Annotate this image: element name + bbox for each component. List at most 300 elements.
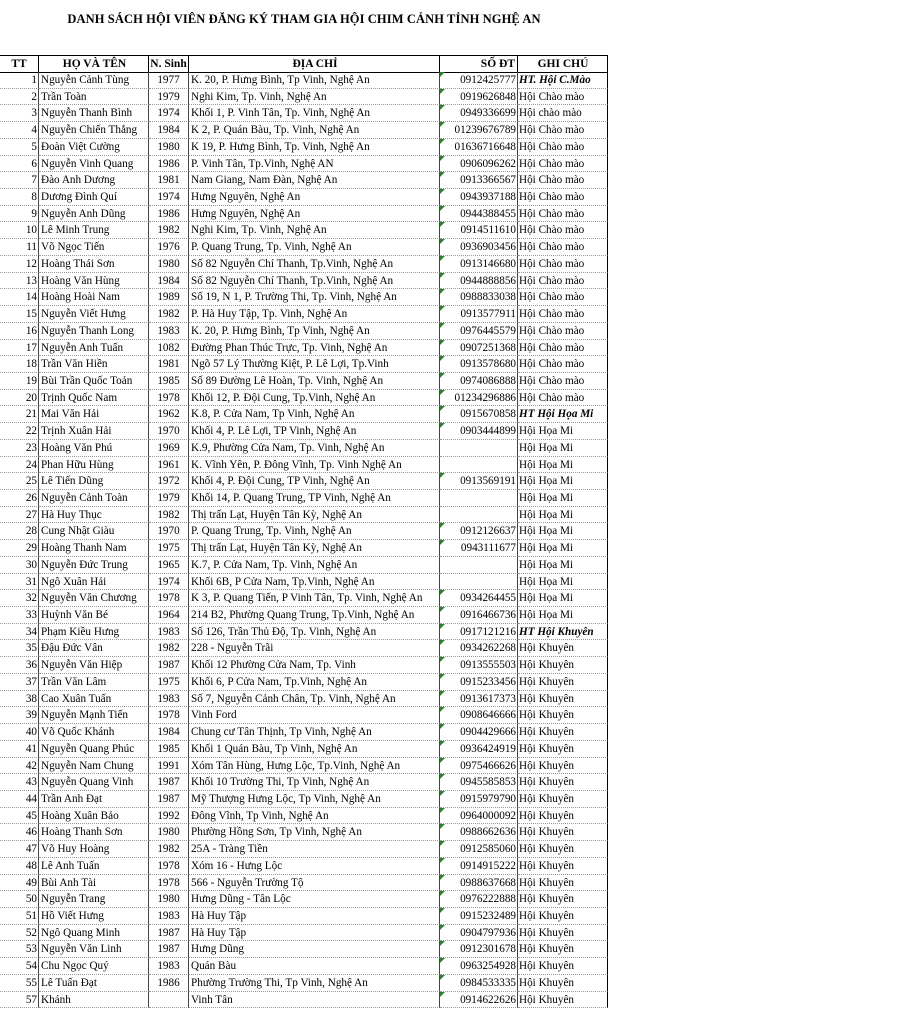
row-tt[interactable]: 51 (0, 908, 39, 925)
row-year[interactable]: 1974 (149, 574, 189, 591)
row-name[interactable]: Nguyễn Quang Vinh (39, 774, 149, 791)
row-address[interactable]: Nghi Kim, Tp. Vinh, Nghệ An (189, 89, 440, 106)
row-address[interactable]: Khối 10 Trường Thi, Tp Vinh, Nghệ An (189, 774, 440, 791)
row-note[interactable]: Hội Chào mào (518, 122, 608, 139)
row-phone[interactable] (440, 908, 518, 925)
row-tt[interactable]: 44 (0, 791, 39, 808)
header-name[interactable]: HỌ VÀ TÊN (39, 56, 149, 72)
row-tt[interactable]: 55 (0, 975, 39, 992)
row-name[interactable]: Bùi Trần Quốc Toản (39, 373, 149, 390)
row-phone[interactable] (440, 691, 518, 708)
row-note[interactable]: Hội Chào mào (518, 373, 608, 390)
row-address[interactable]: Hưng Dũng - Tân Lộc (189, 891, 440, 908)
row-name[interactable]: Nguyễn Chiến Thắng (39, 122, 149, 139)
row-phone[interactable] (440, 674, 518, 691)
row-year[interactable]: 1965 (149, 557, 189, 574)
row-address[interactable]: Vinh Ford (189, 707, 440, 724)
row-phone[interactable] (440, 189, 518, 206)
row-note[interactable]: Hội Chào mào (518, 222, 608, 239)
row-address[interactable]: Đường Phan Thúc Trực, Tp. Vinh, Nghệ An (189, 340, 440, 357)
row-year[interactable]: 1979 (149, 89, 189, 106)
row-address[interactable]: Khối 14, P. Quang Trung, TP Vinh, Nghệ An (189, 490, 440, 507)
row-phone[interactable] (440, 373, 518, 390)
row-name[interactable]: Nguyễn Trang (39, 891, 149, 908)
row-name[interactable]: Lê Minh Trung (39, 222, 149, 239)
row-year[interactable]: 1978 (149, 590, 189, 607)
row-note[interactable]: Hội Họa Mi (518, 423, 608, 440)
row-phone[interactable] (440, 356, 518, 373)
row-name[interactable]: Hoàng Hoài Nam (39, 289, 149, 306)
row-address[interactable]: K.7, P. Cửa Nam, Tp. Vinh, Nghệ An (189, 557, 440, 574)
row-tt[interactable]: 11 (0, 239, 39, 256)
row-year[interactable]: 1978 (149, 875, 189, 892)
row-phone[interactable] (440, 172, 518, 189)
row-year[interactable]: 1969 (149, 440, 189, 457)
row-name[interactable]: Mai Văn Hải (39, 406, 149, 423)
row-note[interactable]: Hội Chào mào (518, 273, 608, 290)
row-address[interactable]: K.8, P. Cửa Nam, Tp Vinh, Nghệ An (189, 406, 440, 423)
row-address[interactable]: Hưng Dũng (189, 941, 440, 958)
row-phone[interactable] (440, 222, 518, 239)
row-note[interactable]: HT Hội Khuyên (518, 624, 608, 641)
row-phone[interactable] (440, 774, 518, 791)
row-tt[interactable]: 18 (0, 356, 39, 373)
row-name[interactable]: Huỳnh Văn Bé (39, 607, 149, 624)
row-phone[interactable] (440, 289, 518, 306)
row-phone[interactable] (440, 758, 518, 775)
row-note[interactable]: Hội Họa Mi (518, 507, 608, 524)
row-phone[interactable] (440, 640, 518, 657)
row-tt[interactable]: 5 (0, 139, 39, 156)
row-year[interactable]: 1985 (149, 741, 189, 758)
row-year[interactable]: 1981 (149, 356, 189, 373)
header-note[interactable]: GHI CHÚ (518, 56, 608, 72)
row-tt[interactable]: 46 (0, 824, 39, 841)
row-phone[interactable] (440, 540, 518, 557)
row-note[interactable]: Hội Khuyên (518, 674, 608, 691)
row-name[interactable]: Lê Anh Tuấn (39, 858, 149, 875)
row-note[interactable]: Hội Chào mào (518, 289, 608, 306)
row-phone[interactable] (440, 390, 518, 407)
row-address[interactable]: Quán Bàu (189, 958, 440, 975)
row-tt[interactable]: 2 (0, 89, 39, 106)
row-name[interactable]: Trần Văn Hiền (39, 356, 149, 373)
row-year[interactable]: 1982 (149, 507, 189, 524)
row-year[interactable]: 1986 (149, 206, 189, 223)
row-year[interactable]: 1979 (149, 490, 189, 507)
row-year[interactable]: 1977 (149, 72, 189, 89)
row-year[interactable]: 1987 (149, 657, 189, 674)
row-note[interactable]: Hội Chào mào (518, 306, 608, 323)
row-name[interactable]: Hoàng Văn Hùng (39, 273, 149, 290)
header-year[interactable]: N. Sinh (149, 56, 189, 72)
row-year[interactable]: 1976 (149, 239, 189, 256)
row-phone[interactable] (440, 323, 518, 340)
row-year[interactable]: 1964 (149, 607, 189, 624)
row-tt[interactable]: 52 (0, 925, 39, 942)
row-note[interactable]: Hội Khuyên (518, 691, 608, 708)
row-phone[interactable] (440, 273, 518, 290)
row-name[interactable]: Võ Ngọc Tiến (39, 239, 149, 256)
row-name[interactable]: Trần Anh Đạt (39, 791, 149, 808)
row-address[interactable]: Đông Vĩnh, Tp Vinh, Nghệ An (189, 808, 440, 825)
row-phone[interactable] (440, 824, 518, 841)
row-phone[interactable] (440, 724, 518, 741)
row-name[interactable]: Cung Nhật Giàu (39, 523, 149, 540)
row-name[interactable]: Đậu Đức Vân (39, 640, 149, 657)
row-tt[interactable]: 31 (0, 574, 39, 591)
row-year[interactable]: 1980 (149, 256, 189, 273)
row-address[interactable]: Khối 4, P. Lê Lợi, TP Vinh, Nghệ An (189, 423, 440, 440)
row-phone[interactable] (440, 707, 518, 724)
row-note[interactable]: Hội Khuyên (518, 758, 608, 775)
row-phone[interactable] (440, 156, 518, 173)
row-name[interactable]: Lê Tiến Dũng (39, 473, 149, 490)
row-address[interactable]: Xóm 16 - Hưng Lộc (189, 858, 440, 875)
row-phone[interactable] (440, 958, 518, 975)
row-name[interactable]: Hà Huy Thục (39, 507, 149, 524)
row-phone[interactable] (440, 607, 518, 624)
row-year[interactable]: 1987 (149, 941, 189, 958)
row-year[interactable]: 1992 (149, 808, 189, 825)
row-note[interactable]: Hội Họa Mi (518, 523, 608, 540)
row-tt[interactable]: 26 (0, 490, 39, 507)
row-note[interactable]: Hội Khuyên (518, 941, 608, 958)
row-address[interactable]: K. 20, P. Hưng Bình, Tp Vinh, Nghệ An (189, 323, 440, 340)
row-tt[interactable]: 34 (0, 624, 39, 641)
row-address[interactable]: P. Quang Trung, Tp. Vinh, Nghệ An (189, 239, 440, 256)
row-phone[interactable] (440, 858, 518, 875)
row-note[interactable]: Hội Khuyên (518, 640, 608, 657)
row-name[interactable]: Nguyễn Văn Linh (39, 941, 149, 958)
row-name[interactable]: Chu Ngọc Quý (39, 958, 149, 975)
row-tt[interactable]: 25 (0, 473, 39, 490)
row-phone[interactable] (440, 306, 518, 323)
row-note[interactable]: Hội Họa Mi (518, 540, 608, 557)
row-note[interactable]: Hội Họa Mi (518, 440, 608, 457)
row-note[interactable]: Hội Họa Mi (518, 473, 608, 490)
row-name[interactable]: Trần Toàn (39, 89, 149, 106)
row-name[interactable]: Nguyễn Nam Chung (39, 758, 149, 775)
row-note[interactable]: Hội Chào mào (518, 239, 608, 256)
row-address[interactable]: Thị trấn Lạt, Huyện Tân Kỳ, Nghệ An (189, 507, 440, 524)
row-tt[interactable]: 12 (0, 256, 39, 273)
row-phone[interactable] (440, 992, 518, 1009)
row-tt[interactable]: 19 (0, 373, 39, 390)
row-year[interactable]: 1978 (149, 390, 189, 407)
row-phone[interactable] (440, 841, 518, 858)
row-year[interactable]: 1989 (149, 289, 189, 306)
row-phone[interactable] (440, 507, 518, 524)
row-tt[interactable]: 24 (0, 457, 39, 474)
row-address[interactable]: Số 7, Nguyễn Cảnh Chân, Tp. Vinh, Nghệ An (189, 691, 440, 708)
row-year[interactable]: 1974 (149, 189, 189, 206)
row-name[interactable]: Cao Xuân Tuấn (39, 691, 149, 708)
row-name[interactable]: Võ Quốc Khánh (39, 724, 149, 741)
row-name[interactable]: Nguyễn Văn Chương (39, 590, 149, 607)
row-name[interactable]: Hoàng Thanh Nam (39, 540, 149, 557)
row-year[interactable]: 1978 (149, 707, 189, 724)
row-address[interactable]: Khối 4, P. Đội Cung, TP Vinh, Nghệ An (189, 473, 440, 490)
row-name[interactable]: Lê Tuấn Đạt (39, 975, 149, 992)
row-note[interactable]: Hội Khuyên (518, 891, 608, 908)
row-name[interactable]: Hồ Viết Hưng (39, 908, 149, 925)
row-note[interactable]: Hội Chào mào (518, 340, 608, 357)
row-address[interactable]: Khối 1 Quán Bàu, Tp Vinh, Nghệ An (189, 741, 440, 758)
row-address[interactable]: 566 - Nguyễn Trường Tộ (189, 875, 440, 892)
row-tt[interactable]: 32 (0, 590, 39, 607)
row-address[interactable]: Hưng Nguyên, Nghệ An (189, 206, 440, 223)
row-phone[interactable] (440, 206, 518, 223)
row-tt[interactable]: 13 (0, 273, 39, 290)
row-phone[interactable] (440, 440, 518, 457)
row-note[interactable]: Hội Chào mào (518, 89, 608, 106)
row-phone[interactable] (440, 557, 518, 574)
row-year[interactable]: 1961 (149, 457, 189, 474)
row-note[interactable]: Hội Chào mào (518, 172, 608, 189)
row-address[interactable]: Số 82 Nguyễn Chí Thanh, Tp.Vinh, Nghệ An (189, 273, 440, 290)
row-note[interactable]: Hội Họa Mi (518, 557, 608, 574)
row-note[interactable]: Hội Họa Mi (518, 590, 608, 607)
row-address[interactable]: P. Vinh Tân, Tp.Vinh, Nghệ AN (189, 156, 440, 173)
row-note[interactable]: Hội Khuyên (518, 958, 608, 975)
row-tt[interactable]: 40 (0, 724, 39, 741)
row-name[interactable]: Nguyễn Viết Hưng (39, 306, 149, 323)
row-year[interactable]: 1982 (149, 841, 189, 858)
row-tt[interactable]: 17 (0, 340, 39, 357)
row-name[interactable]: Nguyễn Cảnh Toàn (39, 490, 149, 507)
row-phone[interactable] (440, 473, 518, 490)
row-address[interactable]: Mỹ Thượng Hưng Lộc, Tp Vinh, Nghệ An (189, 791, 440, 808)
row-tt[interactable]: 36 (0, 657, 39, 674)
row-phone[interactable] (440, 139, 518, 156)
row-tt[interactable]: 43 (0, 774, 39, 791)
row-address[interactable]: K 3, P. Quang Tiến, P Vinh Tân, Tp. Vinh, Nghệ An (189, 590, 440, 607)
row-tt[interactable]: 47 (0, 841, 39, 858)
row-note[interactable]: Hội Khuyên (518, 724, 608, 741)
row-note[interactable]: Hội Khuyên (518, 858, 608, 875)
row-name[interactable]: Nguyễn Đức Trung (39, 557, 149, 574)
row-tt[interactable]: 27 (0, 507, 39, 524)
row-address[interactable]: Vinh Tân (189, 992, 440, 1009)
row-tt[interactable]: 54 (0, 958, 39, 975)
row-tt[interactable]: 20 (0, 390, 39, 407)
row-tt[interactable]: 10 (0, 222, 39, 239)
row-phone[interactable] (440, 941, 518, 958)
row-note[interactable]: Hội Khuyên (518, 925, 608, 942)
row-address[interactable]: P. Quang Trung, Tp. Vinh, Nghệ An (189, 523, 440, 540)
row-phone[interactable] (440, 239, 518, 256)
row-year[interactable]: 1975 (149, 674, 189, 691)
row-tt[interactable]: 37 (0, 674, 39, 691)
row-phone[interactable] (440, 457, 518, 474)
row-note[interactable]: Hội Khuyên (518, 774, 608, 791)
row-address[interactable]: Hà Huy Tập (189, 908, 440, 925)
row-tt[interactable]: 23 (0, 440, 39, 457)
row-name[interactable]: Nguyễn Anh Dũng (39, 206, 149, 223)
row-address[interactable]: 25A - Tràng Tiền (189, 841, 440, 858)
row-note[interactable]: Hội Chào mào (518, 189, 608, 206)
row-address[interactable]: Hà Huy Tập (189, 925, 440, 942)
row-name[interactable]: Trần Văn Lâm (39, 674, 149, 691)
row-note[interactable]: Hội Khuyên (518, 707, 608, 724)
row-year[interactable]: 1983 (149, 323, 189, 340)
row-name[interactable]: Phạm Kiều Hưng (39, 624, 149, 641)
row-tt[interactable]: 41 (0, 741, 39, 758)
row-year[interactable]: 1974 (149, 105, 189, 122)
row-name[interactable]: Đoàn Việt Cường (39, 139, 149, 156)
row-year[interactable]: 1986 (149, 156, 189, 173)
row-address[interactable]: Số 19, N 1, P. Trường Thi, Tp. Vinh, Nghệ An (189, 289, 440, 306)
row-year[interactable]: 1978 (149, 858, 189, 875)
row-phone[interactable] (440, 406, 518, 423)
row-address[interactable]: Xóm Tân Hùng, Hưng Lộc, Tp.Vinh, Nghệ An (189, 758, 440, 775)
row-note[interactable]: Hội Họa Mi (518, 574, 608, 591)
row-phone[interactable] (440, 72, 518, 89)
row-phone[interactable] (440, 624, 518, 641)
row-name[interactable]: Nguyễn Quang Phúc (39, 741, 149, 758)
row-note[interactable]: Hội Chào mào (518, 256, 608, 273)
row-tt[interactable]: 9 (0, 206, 39, 223)
row-name[interactable]: Nguyễn Văn Hiệp (39, 657, 149, 674)
row-year[interactable]: 1984 (149, 724, 189, 741)
row-phone[interactable] (440, 875, 518, 892)
row-phone[interactable] (440, 256, 518, 273)
row-tt[interactable]: 16 (0, 323, 39, 340)
row-name[interactable]: Nguyễn Anh Tuấn (39, 340, 149, 357)
row-tt[interactable]: 30 (0, 557, 39, 574)
row-phone[interactable] (440, 340, 518, 357)
header-address[interactable]: ĐỊA CHỈ (189, 56, 440, 72)
row-address[interactable]: Khối 12, P. Đội Cung, Tp.Vinh, Nghệ An (189, 390, 440, 407)
row-name[interactable]: Hoàng Thanh Sơn (39, 824, 149, 841)
row-note[interactable]: Hội Khuyên (518, 875, 608, 892)
row-note[interactable]: Hội Chào mào (518, 323, 608, 340)
row-name[interactable]: Nguyễn Vinh Quang (39, 156, 149, 173)
row-year[interactable]: 1983 (149, 908, 189, 925)
row-address[interactable]: Số 126, Trần Thủ Độ, Tp. Vinh, Nghệ An (189, 624, 440, 641)
row-note[interactable]: Hội Họa Mi (518, 607, 608, 624)
row-phone[interactable] (440, 657, 518, 674)
row-note[interactable]: Hội Khuyên (518, 992, 608, 1009)
row-tt[interactable]: 29 (0, 540, 39, 557)
row-tt[interactable]: 57 (0, 992, 39, 1009)
row-address[interactable]: K. 20, P. Hưng Bình, Tp Vinh, Nghệ An (189, 72, 440, 89)
row-year[interactable]: 1982 (149, 640, 189, 657)
row-year[interactable]: 1985 (149, 373, 189, 390)
row-tt[interactable]: 48 (0, 858, 39, 875)
row-note[interactable]: Hội Chào mào (518, 139, 608, 156)
header-tt[interactable]: TT (0, 56, 39, 72)
row-name[interactable]: Nguyễn Cảnh Tùng (39, 72, 149, 89)
row-address[interactable]: 228 - Nguyễn Trãi (189, 640, 440, 657)
row-tt[interactable]: 45 (0, 808, 39, 825)
row-year[interactable]: 1082 (149, 340, 189, 357)
row-year[interactable]: 1975 (149, 540, 189, 557)
row-note[interactable]: Hội Khuyên (518, 975, 608, 992)
row-year[interactable]: 1986 (149, 975, 189, 992)
row-address[interactable]: Khối 6, P Cửa Nam, Tp.Vinh, Nghệ An (189, 674, 440, 691)
row-tt[interactable]: 28 (0, 523, 39, 540)
row-phone[interactable] (440, 808, 518, 825)
row-address[interactable]: K 2, P. Quán Bàu, Tp. Vinh, Nghệ An (189, 122, 440, 139)
row-name[interactable]: Ngô Quang Minh (39, 925, 149, 942)
row-tt[interactable]: 35 (0, 640, 39, 657)
row-phone[interactable] (440, 574, 518, 591)
row-note[interactable]: Hội Khuyên (518, 824, 608, 841)
row-note[interactable]: Hội Khuyên (518, 657, 608, 674)
row-name[interactable]: Đào Anh Dương (39, 172, 149, 189)
row-phone[interactable] (440, 122, 518, 139)
row-name[interactable]: Dương Đình Quí (39, 189, 149, 206)
row-address[interactable]: Phường Hồng Sơn, Tp Vinh, Nghệ An (189, 824, 440, 841)
row-note[interactable]: Hội chào mào (518, 105, 608, 122)
row-year[interactable]: 1984 (149, 122, 189, 139)
row-note[interactable]: Hội Khuyên (518, 808, 608, 825)
row-phone[interactable] (440, 741, 518, 758)
row-year[interactable]: 1987 (149, 774, 189, 791)
row-year[interactable]: 1983 (149, 691, 189, 708)
row-name[interactable]: Trịnh Quốc Nam (39, 390, 149, 407)
row-address[interactable]: Ngõ 57 Lý Thường Kiệt, P. Lê Lợi, Tp.Vinh (189, 356, 440, 373)
row-tt[interactable]: 3 (0, 105, 39, 122)
row-phone[interactable] (440, 490, 518, 507)
row-address[interactable]: Nam Giang, Nam Đàn, Nghệ An (189, 172, 440, 189)
row-address[interactable]: Hưng Nguyên, Nghệ An (189, 189, 440, 206)
row-year[interactable] (149, 992, 189, 1009)
row-year[interactable]: 1982 (149, 306, 189, 323)
row-tt[interactable]: 14 (0, 289, 39, 306)
row-note[interactable]: Hội Khuyên (518, 841, 608, 858)
row-year[interactable]: 1991 (149, 758, 189, 775)
row-name[interactable]: Nguyễn Mạnh Tiến (39, 707, 149, 724)
row-year[interactable]: 1980 (149, 824, 189, 841)
row-note[interactable]: Hội Chào mào (518, 356, 608, 373)
row-phone[interactable] (440, 105, 518, 122)
row-tt[interactable]: 6 (0, 156, 39, 173)
row-address[interactable]: P. Hà Huy Tập, Tp. Vinh, Nghệ An (189, 306, 440, 323)
row-address[interactable]: K.9, Phường Cửa Nam, Tp. Vinh, Nghệ An (189, 440, 440, 457)
row-tt[interactable]: 39 (0, 707, 39, 724)
row-phone[interactable] (440, 925, 518, 942)
row-phone[interactable] (440, 975, 518, 992)
row-tt[interactable]: 4 (0, 122, 39, 139)
row-phone[interactable] (440, 423, 518, 440)
row-address[interactable]: Số 89 Đường Lê Hoàn, Tp. Vinh, Nghệ An (189, 373, 440, 390)
row-note[interactable]: Hội Chào mào (518, 156, 608, 173)
row-tt[interactable]: 42 (0, 758, 39, 775)
row-address[interactable]: 214 B2, Phường Quang Trung, Tp.Vinh, Nghệ An (189, 607, 440, 624)
row-address[interactable]: K. Vĩnh Yên, P. Đông Vĩnh, Tp. Vinh Nghệ An (189, 457, 440, 474)
row-year[interactable]: 1987 (149, 791, 189, 808)
row-tt[interactable]: 1 (0, 72, 39, 89)
row-name[interactable]: Phan Hữu Hùng (39, 457, 149, 474)
row-tt[interactable]: 8 (0, 189, 39, 206)
row-phone[interactable] (440, 590, 518, 607)
row-tt[interactable]: 50 (0, 891, 39, 908)
row-tt[interactable]: 33 (0, 607, 39, 624)
row-phone[interactable] (440, 891, 518, 908)
row-name[interactable]: Hoàng Văn Phú (39, 440, 149, 457)
row-tt[interactable]: 49 (0, 875, 39, 892)
row-note[interactable]: Hội Khuyên (518, 908, 608, 925)
row-note[interactable]: Hội Chào mào (518, 206, 608, 223)
row-tt[interactable]: 15 (0, 306, 39, 323)
row-note[interactable]: HT Hội Họa Mi (518, 406, 608, 423)
row-year[interactable]: 1987 (149, 925, 189, 942)
row-tt[interactable]: 53 (0, 941, 39, 958)
row-name[interactable]: Võ Huy Hoàng (39, 841, 149, 858)
